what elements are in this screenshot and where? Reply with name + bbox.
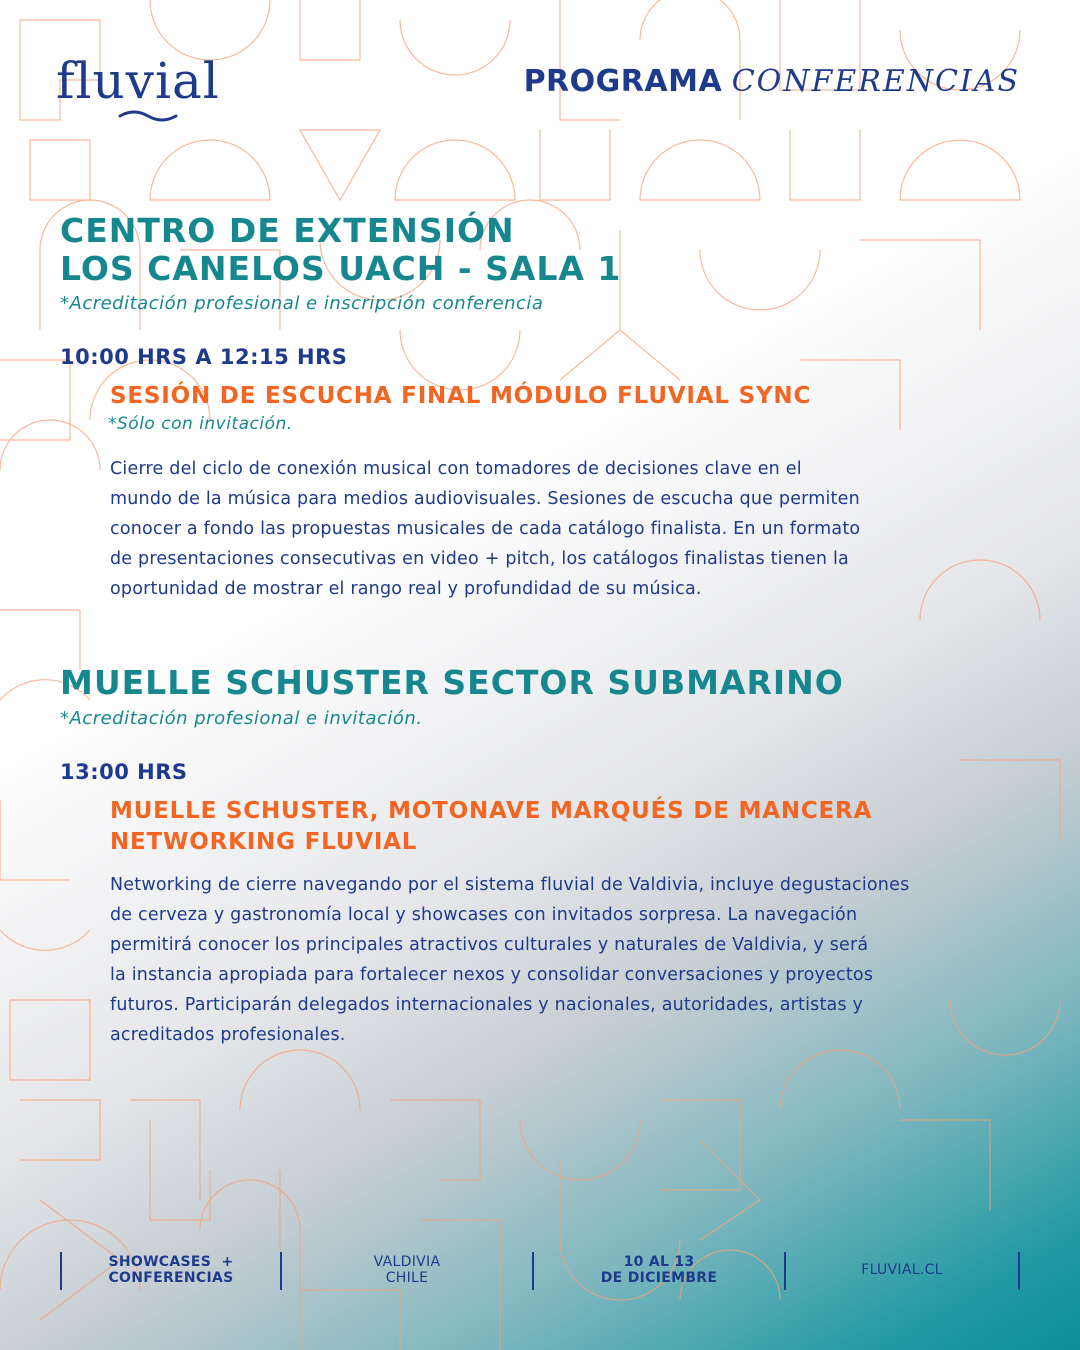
description-line: la instancia apropiada para fortalecer nexos y consolidar conversaciones y proyectos (110, 965, 874, 985)
session-time-1: 10:00 HRS A 12:15 HRS (60, 345, 348, 369)
fluvial-logo (56, 52, 232, 128)
session-description-1 (110, 454, 860, 604)
footer-divider (1018, 1252, 1020, 1290)
description-line: Cierre del ciclo de conexión musical con tomadores de decisiones clave en el (110, 459, 802, 479)
description-line: permitirá conocer los principales atractivos culturales y naturales de Valdivia, y será (110, 935, 869, 955)
venue-title-2 (60, 664, 844, 702)
footer-line: VALDIVIA (373, 1254, 441, 1270)
session-note-1: *Sólo con invitación. (108, 414, 293, 434)
session-time-2: 13:00 HRS (60, 760, 188, 784)
venue-line: CENTRO DE EXTENSIÓN (60, 211, 515, 250)
footer-line: 10 AL 13 (623, 1254, 695, 1270)
description-line: Networking de cierre navegando por el sistema fluvial de Valdivia, incluye degustaciones (110, 875, 910, 895)
venue-line: MUELLE SCHUSTER SECTOR SUBMARINO (60, 663, 844, 702)
description-line: de cerveza y gastronomía local y showcases con invitados sorpresa. La navegación (110, 905, 858, 925)
description-line: de presentaciones consecutivas en video + pitch, los catálogos finalistas tienen la (110, 549, 849, 569)
session-line: SESIÓN DE ESCUCHA FINAL MÓDULO FLUVIAL SYNC (110, 383, 812, 409)
venue-note-1: *Acreditación profesional e inscripción conferencia (60, 293, 544, 314)
session-title-2 (110, 796, 872, 858)
footer-line: CONFERENCIAS (108, 1270, 234, 1286)
footer-dates (534, 1254, 784, 1286)
session-description-2 (110, 870, 909, 1050)
description-line: acreditados profesionales. (110, 1025, 346, 1045)
footer-location (282, 1254, 532, 1286)
session-line: MUELLE SCHUSTER, MOTONAVE MARQUÉS DE MANCERA (110, 798, 873, 824)
footer-event-type (62, 1254, 280, 1286)
logo-wave-icon (56, 52, 232, 128)
footer-line: CHILE (385, 1270, 429, 1286)
description-line: conocer a fondo las propuestas musicales de cada catálogo finalista. En un formato (110, 519, 861, 539)
footer-line: SHOWCASES + (108, 1254, 234, 1270)
session-title-1 (110, 381, 811, 412)
footer-line: DE DICIEMBRE (600, 1270, 718, 1286)
session-line: NETWORKING FLUVIAL (110, 829, 418, 855)
venue-line: LOS CANELOS UACH - SALA 1 (60, 249, 622, 288)
footer-website-link[interactable]: FLUVIAL.CL (861, 1262, 943, 1278)
title-programa: PROGRAMA (523, 64, 723, 99)
description-line: mundo de la música para medios audiovisuales. Sesiones de escucha que permiten (110, 489, 860, 509)
title-conferencias: CONFERENCIAS (731, 64, 1020, 99)
venue-note-2: *Acreditación profesional e invitación. (60, 708, 423, 729)
logo-wordmark: fluvial (56, 52, 220, 110)
page-title (524, 64, 1020, 99)
footer-bar (0, 1250, 1080, 1292)
description-line: oportunidad de mostrar el rango real y profundidad de su música. (110, 579, 702, 599)
venue-title-1 (60, 212, 621, 288)
description-line: futuros. Participarán delegados internacionales y nacionales, autoridades, artistas y (110, 995, 864, 1015)
